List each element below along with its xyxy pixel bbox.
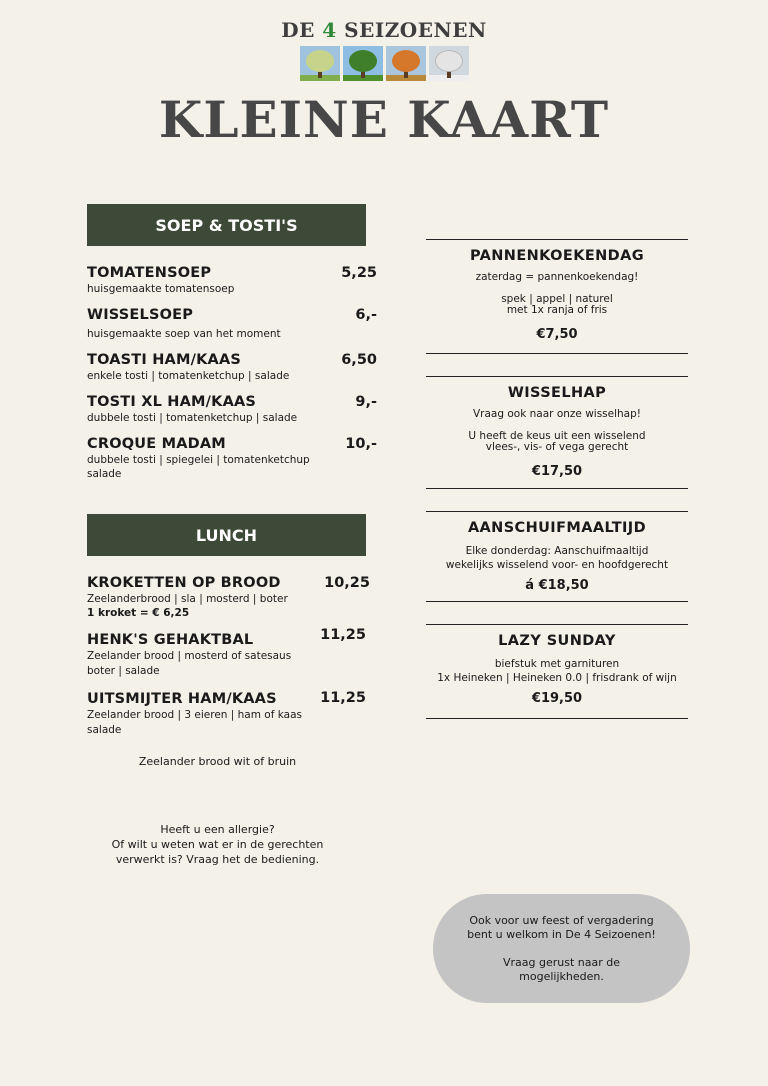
menu-item-tosti-xl <box>87 394 377 425</box>
item-price: 10,25 <box>324 575 370 591</box>
menu-item-gehaktbal <box>87 627 366 679</box>
special-price: á €18,50 <box>525 578 589 593</box>
allergy-line: verwerkt is? Vraag het de bediening. <box>115 853 320 866</box>
party-line: Vraag gerust naar de <box>502 955 620 969</box>
item-desc: Zeelanderbrood | sla | mosterd | boter <box>87 593 288 605</box>
logo-text-number: 4 <box>322 18 337 42</box>
special-line: spek | appel | naturel <box>501 292 613 305</box>
logo-text-prefix: DE <box>281 18 323 42</box>
item-name: TOASTI HAM/KAAS <box>87 352 242 368</box>
special-line: U heeft de keus uit een wisselend <box>468 429 646 442</box>
section-header-soup: SOEP & TOSTI'S <box>87 204 366 246</box>
item-note: 1 kroket = € 6,25 <box>87 607 190 619</box>
menu-item-tomatensoep <box>87 265 377 296</box>
item-price: 6,50 <box>341 352 377 368</box>
special-box-wisselhap <box>426 376 688 489</box>
item-price: 9,- <box>355 394 377 410</box>
item-name: CROQUE MADAM <box>87 436 226 452</box>
allergy-line: Of wilt u weten wat er in de gerechten <box>111 838 324 851</box>
allergy-line: Heeft u een allergie? <box>160 823 275 836</box>
item-price: 5,25 <box>341 265 377 281</box>
special-title: WISSELHAP <box>507 385 607 401</box>
special-box-aanschuifmaaltijd <box>426 511 688 602</box>
section-header-lunch: LUNCH <box>87 514 366 556</box>
item-name: UITSMIJTER HAM/KAAS <box>87 691 277 707</box>
party-bubble <box>433 894 690 1003</box>
special-box-pannenkoekendag <box>426 239 688 354</box>
logo-text-suffix: SEIZOENEN <box>336 18 487 42</box>
item-name: HENK'S GEHAKTBAL <box>87 632 254 648</box>
allergy-note <box>87 822 348 867</box>
special-line: Vraag ook naar onze wisselhap! <box>473 408 641 420</box>
special-line: biefstuk met garnituren <box>494 658 620 670</box>
item-desc: enkele tosti | tomatenketchup | salade <box>87 370 290 382</box>
party-line: mogelijkheden. <box>519 969 604 983</box>
special-box-lazy-sunday <box>426 624 688 719</box>
page-title: KLEINE KAART <box>158 90 610 149</box>
logo-trees <box>0 46 768 81</box>
item-desc: dubbele tosti | tomatenketchup | salade <box>87 412 298 424</box>
item-desc: Zeelander brood | 3 eieren | ham of kaas salade <box>87 709 302 736</box>
item-price: 6,- <box>355 307 377 323</box>
special-line: met 1x ranja of fris <box>506 304 608 316</box>
item-price: 11,25 <box>320 690 366 706</box>
item-price: 11,25 <box>320 627 366 643</box>
logo <box>0 18 768 81</box>
special-line: Elke donderdag: Aanschuifmaaltijd <box>465 545 649 557</box>
special-title: LAZY SUNDAY <box>498 633 616 649</box>
bread-note: Zeelander brood wit of bruin <box>138 755 297 768</box>
item-name: TOMATENSOEP <box>87 265 212 281</box>
menu-item-toasti-ham-kaas <box>87 352 377 383</box>
item-desc: huisgemaakte soep van het moment <box>87 328 281 340</box>
item-desc: huisgemaakte tomatensoep <box>87 283 235 295</box>
item-desc: dubbele tosti | spiegelei | tomatenketchup salade <box>87 454 310 480</box>
special-price: €7,50 <box>536 326 578 342</box>
menu-item-uitsmijter <box>87 690 366 738</box>
menu-item-croque-madam <box>87 436 377 481</box>
special-price: €19,50 <box>531 691 583 706</box>
spring-tree-icon <box>300 46 340 81</box>
special-title: PANNENKOEKENDAG <box>469 248 645 264</box>
special-line: vlees-, vis- of vega gerecht <box>485 441 629 453</box>
menu-item-kroketten <box>87 575 370 620</box>
item-price: 10,- <box>345 436 377 452</box>
winter-tree-icon <box>429 46 469 81</box>
special-line: zaterdag = pannenkoekendag! <box>475 271 639 283</box>
item-name: TOSTI XL HAM/KAAS <box>87 394 257 410</box>
party-line: bent u welkom in De 4 Seizoenen! <box>467 927 656 941</box>
autumn-tree-icon <box>386 46 426 81</box>
item-name: KROKETTEN OP BROOD <box>87 575 281 591</box>
item-name: WISSELSOEP <box>87 307 194 323</box>
logo-text <box>0 18 768 42</box>
menu-item-wisselsoep <box>87 307 377 341</box>
item-desc: Zeelander brood | mosterd of satesaus boter | salade <box>87 650 292 677</box>
summer-tree-icon <box>343 46 383 81</box>
special-line: wekelijks wisselend voor- en hoofdgerecht <box>445 559 669 571</box>
special-title: AANSCHUIFMAALTIJD <box>467 520 647 536</box>
special-line: 1x Heineken | Heineken 0.0 | frisdrank of wijn <box>437 672 677 684</box>
special-price: €17,50 <box>531 463 583 479</box>
party-line: Ook voor uw feest of vergadering <box>469 913 654 927</box>
